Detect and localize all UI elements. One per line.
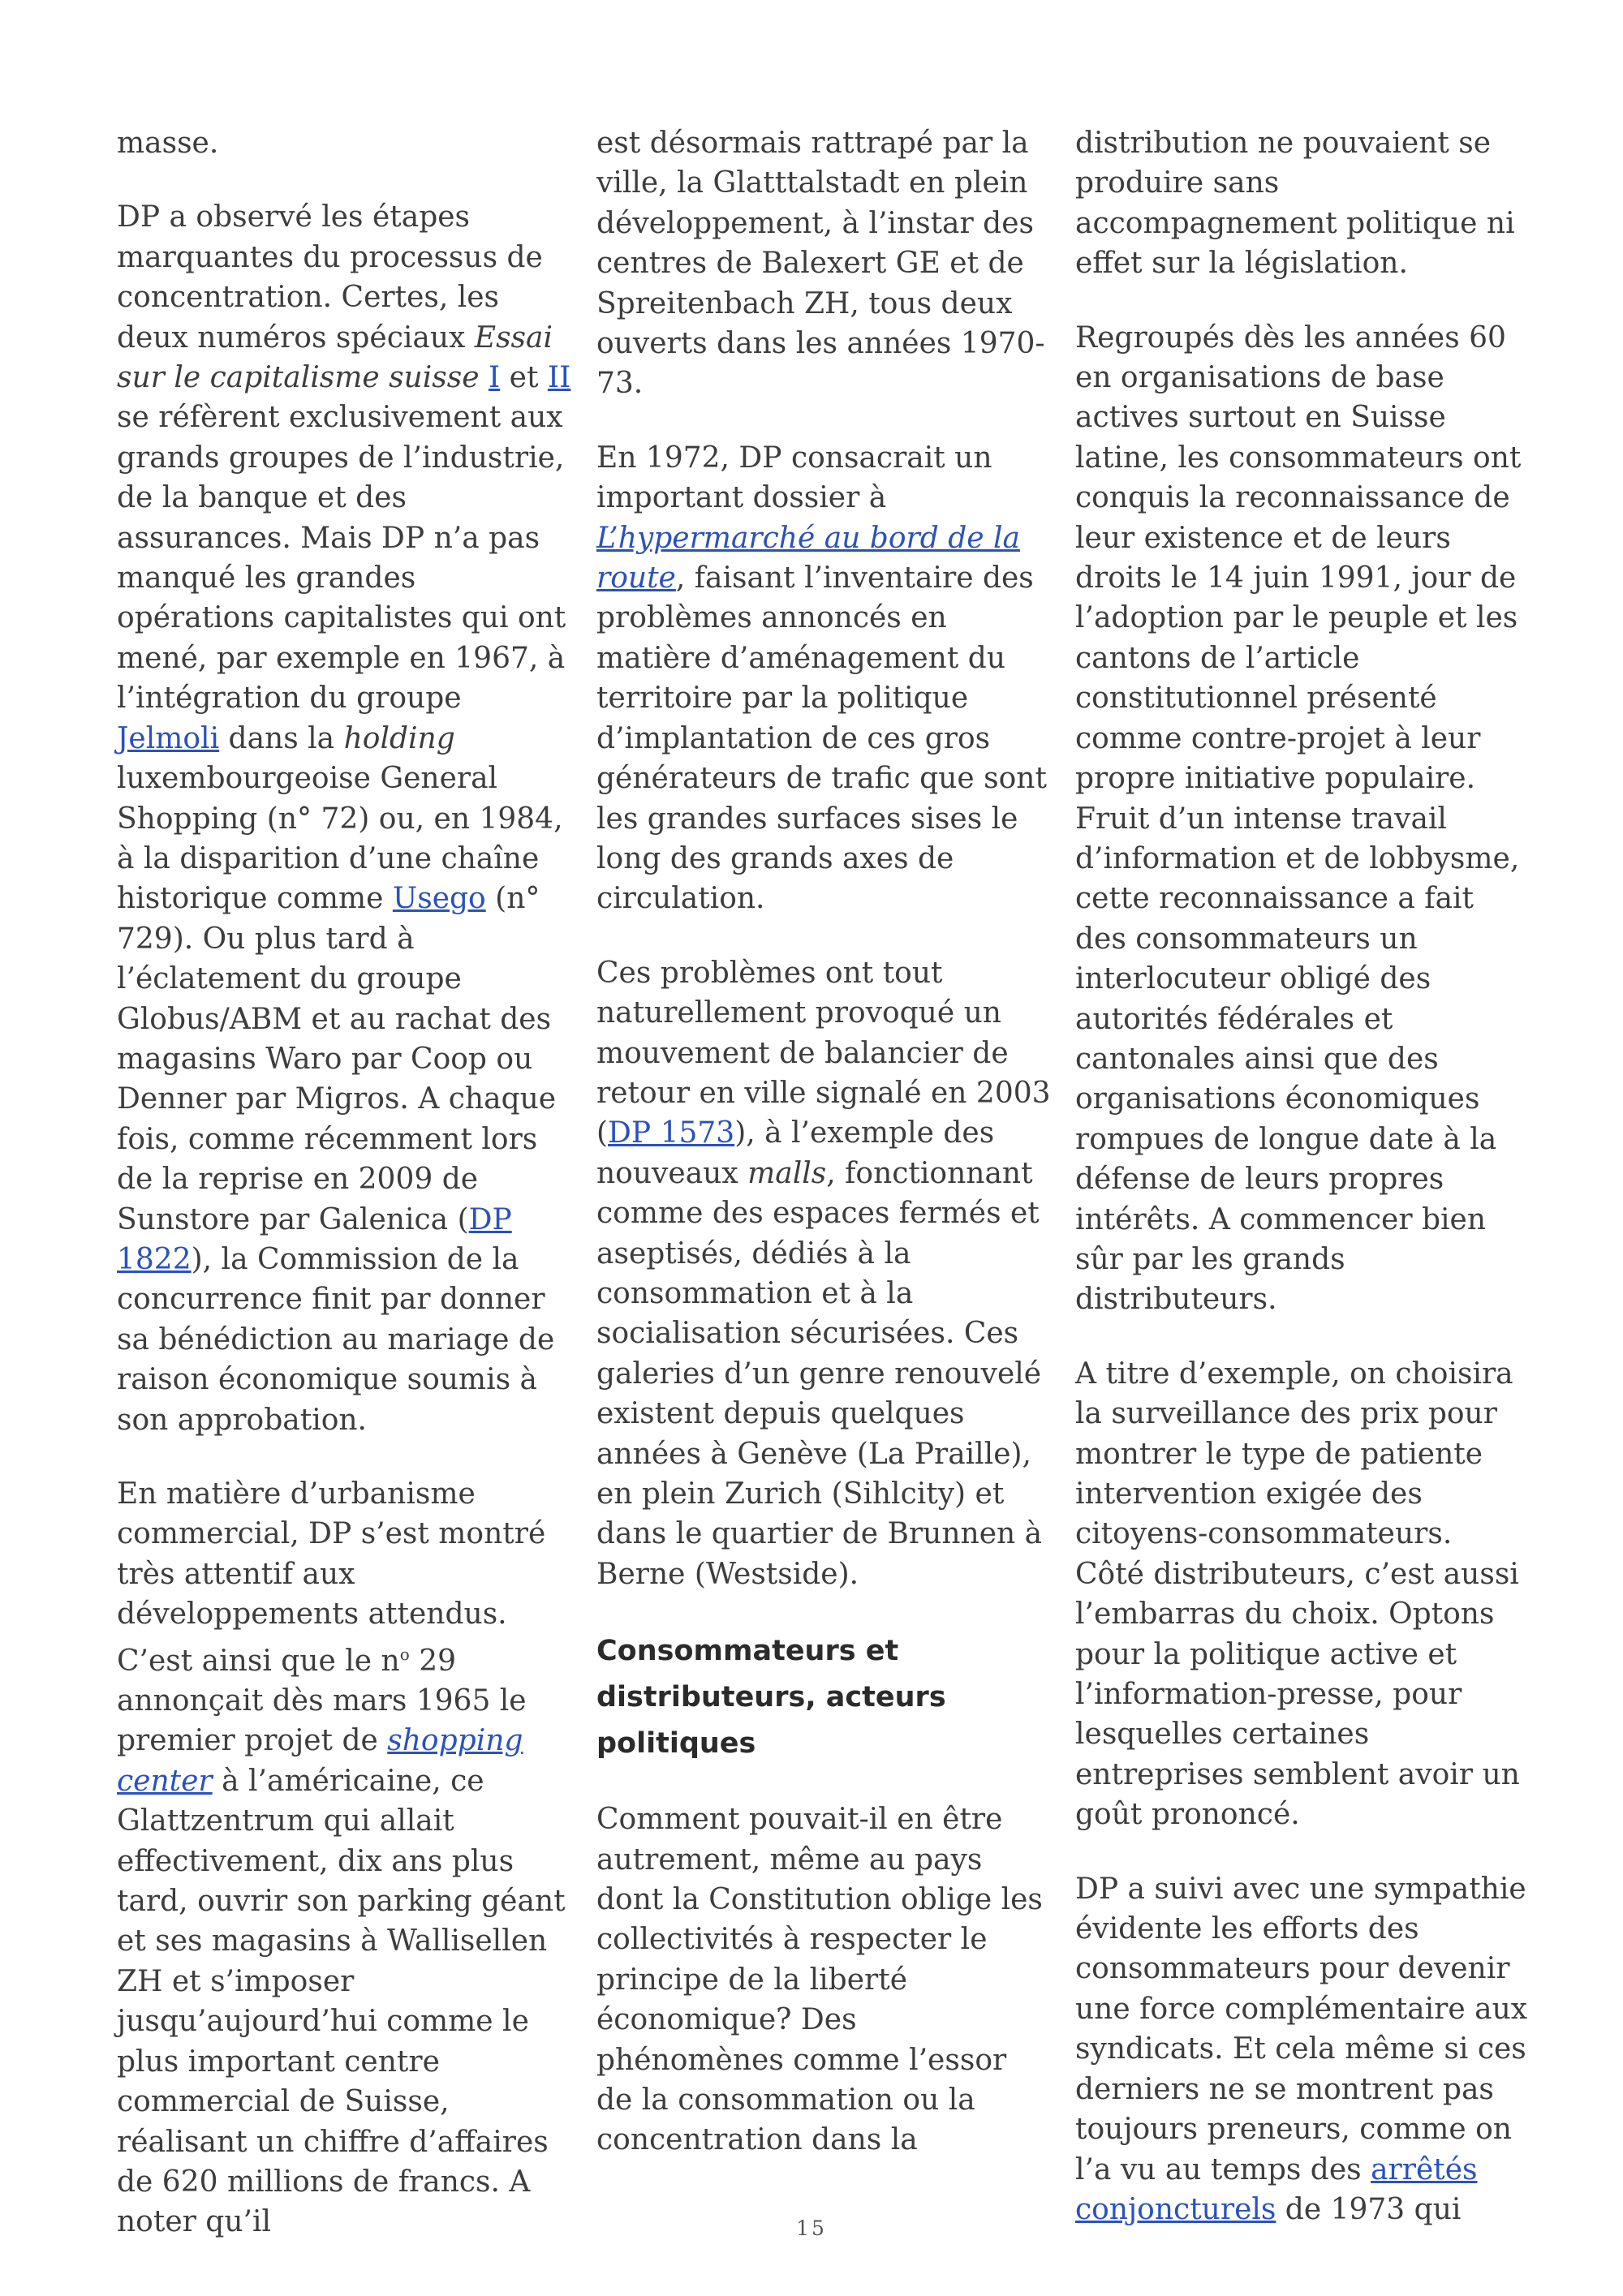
link-dp-1573[interactable]: DP 1573 (608, 1116, 735, 1150)
text-column-1 (117, 123, 571, 2277)
paragraph-text: dans la (219, 721, 344, 755)
link-dp-1822[interactable]: DP 1822 (117, 1202, 512, 1276)
paragraph-text: distribution ne pouvaient se produire sans accompagnement politique ni effet sur la législation. (1075, 127, 1515, 281)
paragraph-text: de 1973 qui (1276, 2192, 1462, 2226)
paragraph (117, 197, 571, 1440)
section-heading: Consommateurs et distributeurs, acteurs politiques (596, 1635, 946, 1761)
paragraph-text: Regroupés dès les années 60 en organisations de base actives surtout en Suisse latine, les consommateurs ont conquis la reconnaissance de leur existence et de leurs droits le 14 juin 1991, jour de l’adoption par le peuple et les cantons de l’article constitutionnel présenté comme contre-projet à leur propre initiative populaire. Fruit d’un intense travail d’information et de lobbysme, cette reconnaissance a fait des consommateurs un interlocuteur obligé des autorités fédérales et cantonales ainsi que des organisations économiques rompues de longue date à la défense de leurs propres intérêts. A commencer bien sûr par les grands distributeurs. (1075, 320, 1522, 1317)
emphasis-text: holding (343, 721, 455, 755)
paragraph-text: ), à l’exemple des nouveaux (596, 1116, 995, 1190)
link-essai-volume-2[interactable]: II (547, 361, 571, 395)
paragraph-text: A titre d’exemple, on choisira la surveillance des prix pour montrer le type de patiente intervention exigée des citoyens-consommateurs. Côté distributeurs, c’est aussi l’embarras du choix. Optons pour la politique active et l’information-presse, pour lesquelles certaines entreprises semblent avoir un goût prononcé. (1075, 1357, 1520, 1832)
paragraph-text: ), la Commission de la concurrence finit par donner sa bénédiction au mariage de raison économique soumis à son approbation. (117, 1242, 555, 1437)
paragraph (1075, 1869, 1530, 2230)
paragraph-text: et (509, 361, 539, 395)
text-column-2 (596, 123, 1051, 2195)
paragraph-text: (n° 729). Ou plus tard à l’éclatement du groupe Globus/ABM et au rachat des magasins Waro par Coop ou Denner par Migros. A chaque fois, comme récemment lors de la reprise en 2009 de Sunstore par Galenica ( (117, 882, 557, 1236)
page-number: 15 (796, 2216, 827, 2240)
publication-title: Essai sur le capitalisme suisse (117, 320, 553, 395)
paragraph-text: , faisant l’inventaire des problèmes annoncés en matière d’aménagement du territoire par la politique d’implantation de ces gros générateurs de trafic que sont les grandes surfaces sises le long des grands axes de circulation. (596, 561, 1047, 916)
paragraph-text: 29 annonçait dès mars 1965 le premier projet de (117, 1644, 527, 1758)
paragraph-text: , fonctionnant comme des espaces fermés et aseptisés, dédiés à la consommation et à la socialisation sécurisées. Ces galeries d’un genre renouvelé existent depuis quelques années à Genève (La Praille), en plein Zurich (Sihlcity) et dans le quartier de Brunnen à Berne (Westside). (596, 1156, 1043, 1591)
link-jelmoli[interactable]: Jelmoli (117, 721, 220, 755)
paragraph-text: Comment pouvait-il en être autrement, même au pays dont la Constitution oblige les collectivités à respecter le principe de la liberté économique? Des phénomènes comme l’essor de la consommation ou la concentration dans la (596, 1803, 1043, 2157)
paragraph-text: DP a suivi avec une sympathie évidente les efforts des consommateurs pour devenir une force complémentaire aux syndicats. Et cela même si ces derniers ne se montrent pas toujours preneurs, comme on l’a vu au temps des (1075, 1872, 1528, 2186)
paragraph-text: se réfèrent exclusivement aux grands groupes de l’industrie, de la banque et des assurances. Mais DP n’a pas manqué les grandes opérations capitalistes qui ont mené, par exemple en 1967, à l’intégration du groupe (117, 401, 566, 716)
superscript: o (399, 1644, 410, 1664)
paragraph (1075, 123, 1530, 284)
paragraph-text: En 1972, DP consacrait un important dossier à (596, 441, 992, 515)
paragraph (596, 1799, 1051, 2161)
paragraph-text: DP a observé les étapes marquantes du processus de concentration. Certes, les deux numéros spéciaux (117, 200, 543, 355)
paragraph (596, 123, 1051, 404)
paragraph-text: à l’américaine, ce Glattzentrum qui allait effectivement, dix ans plus tard, ouvrir son parking géant et ses magasins à Wallisellen ZH et s’imposer jusqu’aujourd’hui comme le plus important centre commercial de Suisse, réalisant un chiffre d’affaires de 620 millions de francs. A noter qu’il (117, 1764, 566, 2239)
emphasis-text: malls (747, 1156, 827, 1190)
paragraph (117, 123, 571, 163)
paragraph (117, 1474, 571, 2242)
paragraph-text: En matière d’urbanisme commercial, DP s’est montré très attentif aux développements attendus. C’est ainsi que le n (117, 1477, 546, 1678)
paragraph (596, 953, 1051, 1595)
paragraph (1075, 318, 1530, 1320)
paragraph-text: est désormais rattrapé par la ville, la Glatttalstadt en plein développement, à l’instar des centres de Balexert GE et de Spreitenbach ZH, tous deux ouverts dans les années 1970-73. (596, 127, 1045, 401)
text-column-3 (1075, 123, 1530, 2264)
link-hypermarche[interactable]: L’hypermarché au bord de la route (596, 521, 1020, 595)
link-usego[interactable]: Usego (392, 882, 486, 916)
paragraph (596, 438, 1051, 919)
paragraph (1075, 1354, 1530, 1835)
paragraph-text: luxembourgeoise General Shopping (n° 72) ou, en 1984, à la disparition d’une chaîne historique comme (117, 762, 563, 916)
link-arretes-conjoncturels[interactable]: arrêtés conjoncturels (1075, 2152, 1478, 2226)
paragraph-text: masse. (117, 127, 219, 160)
link-shopping-center[interactable]: shopping center (117, 1724, 523, 1798)
paragraph-text: Ces problèmes ont tout naturellement provoqué un mouvement de balancier de retour en ville signalé en 2003 ( (596, 956, 1051, 1150)
link-essai-volume-1[interactable]: I (488, 361, 501, 395)
